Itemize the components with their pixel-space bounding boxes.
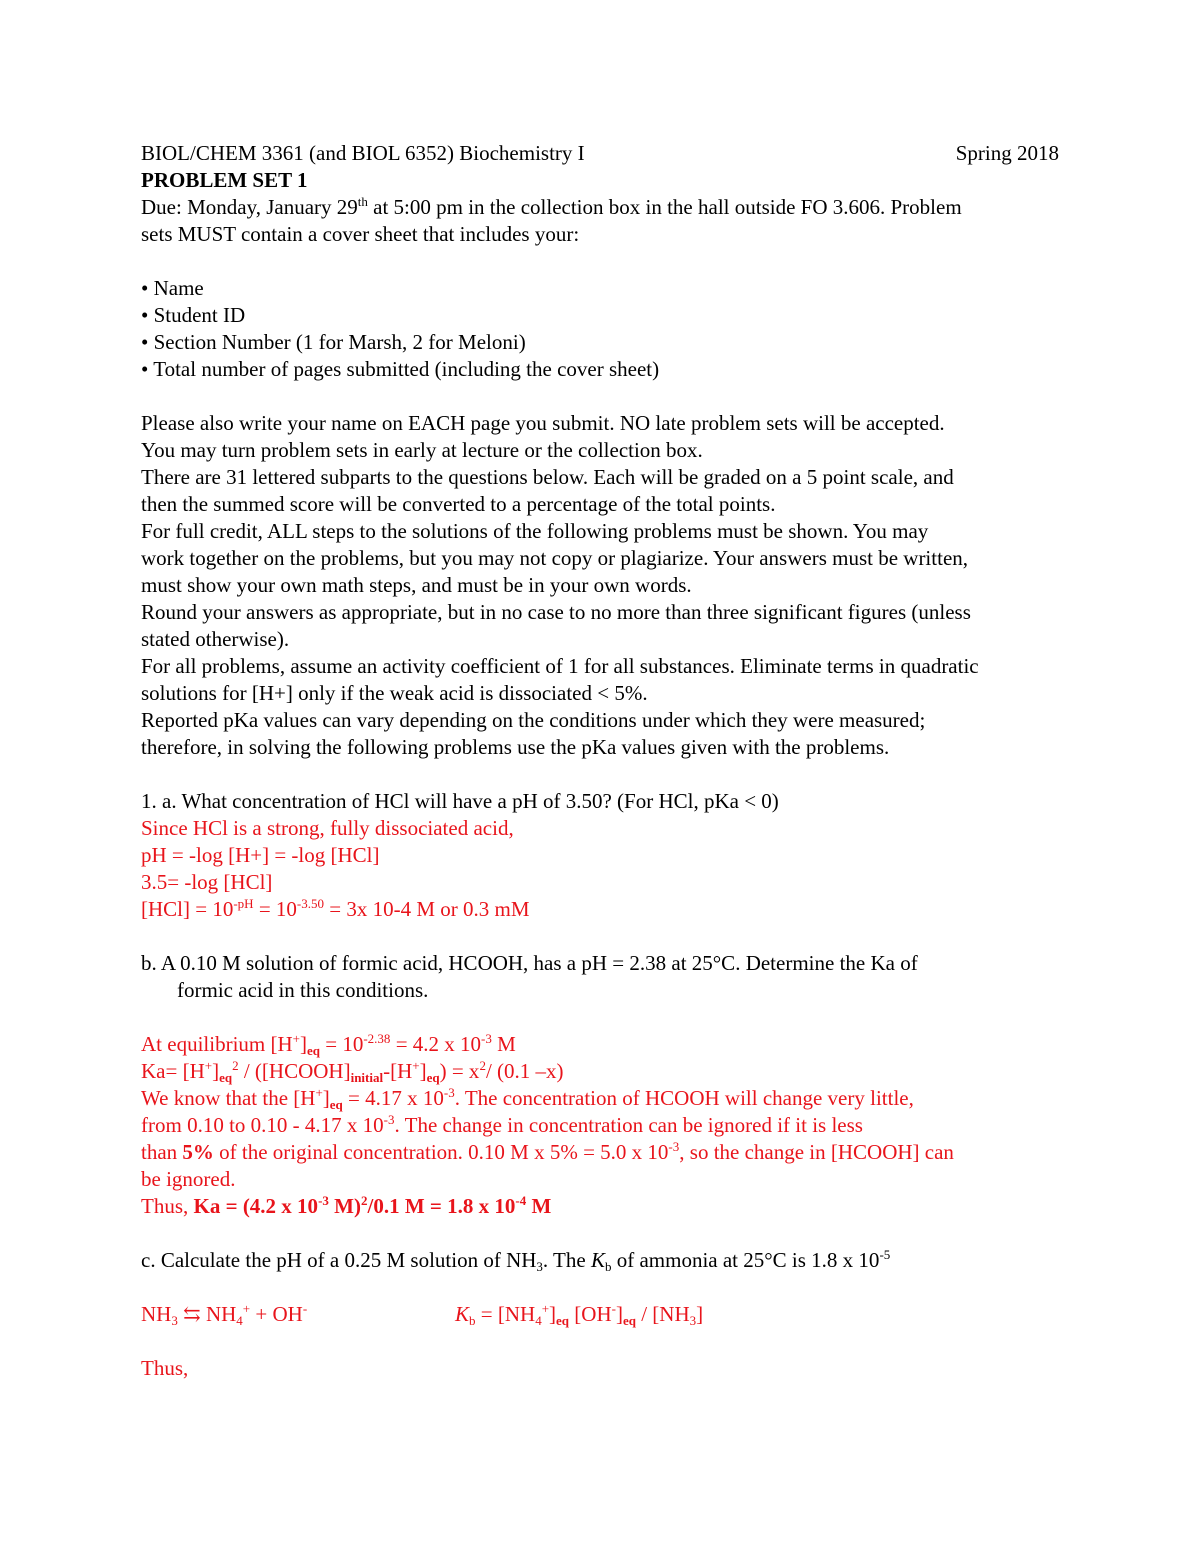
instruction-line: There are 31 lettered subparts to the questions below. Each will be graded on a 5 point scale, and	[141, 465, 954, 489]
answer-line: than 5% of the original concentration. 0.10 M x 5% = 5.0 x $10^{-3}$, so the change in [HCOOH] can	[141, 1139, 954, 1164]
question-1c: c. Calculate the pH of a 0.25 M solution of $NH_3$. The $K_b$ of ammonia at 25°C is 1.8 x $10^{-5}$	[141, 1247, 891, 1274]
instruction-line: then the summed score will be converted to a percentage of the total points.	[141, 492, 776, 516]
course-name: BIOL/CHEM 3361 (and BIOL 6352) Biochemistry I	[141, 141, 585, 165]
answer-line: 3.5= -log [HCl]	[141, 870, 273, 894]
instruction-line: solutions for [H+] only if the weak acid is dissociated < 5%.	[141, 681, 648, 705]
course-header	[141, 140, 1059, 167]
instruction-line: Please also write your name on EACH page you submit. NO late problem sets will be accepted.	[141, 411, 945, 435]
bullet-item: • Section Number (1 for Marsh, 2 for Meloni)	[141, 330, 526, 354]
answer-line: We know that the [H+]eq = 4.17 x $10^{-3}$. The concentration of HCOOH will change very little,	[141, 1085, 914, 1112]
question-1b-cont: formic acid in this conditions.	[177, 978, 429, 1002]
instruction-line: therefore, in solving the following problems use the pKa values given with the problems.	[141, 735, 890, 759]
bullet-item: • Total number of pages submitted (including the cover sheet)	[141, 357, 660, 381]
answer-line: At equilibrium $[H^+]eq = 10^{-2.38} = 4.2$ x $10^{-3}$ M	[141, 1031, 516, 1058]
instruction-line: stated otherwise).	[141, 627, 290, 651]
instruction-line: work together on the problems, but you may not copy or plagiarize. Your answers must be written,	[141, 546, 969, 570]
answer-result: Thus, Ka = (4.2 x $10^{-3}$ M)$^2$/0.1 M = 1.8 x $10^{-4}$ M	[141, 1193, 552, 1218]
instruction-line: You may turn problem sets in early at lecture or the collection box.	[141, 438, 703, 462]
term: Spring 2018	[955, 141, 1059, 165]
answer-line: Since HCl is a strong, fully dissociated acid,	[141, 816, 514, 840]
answer-line: $Ka= [H^+]eq^2$ / ([HCOOH]initial-[H+]eq) = $x^2/$ (0.1 –x)	[141, 1058, 564, 1085]
document-title: PROBLEM SET 1	[141, 168, 308, 192]
answer-line: be ignored.	[141, 1167, 236, 1191]
instruction-line: Round your answers as appropriate, but in no case to no more than three significant figures (unless	[141, 600, 971, 624]
instruction-line: For full credit, ALL steps to the solutions of the following problems must be shown. You may	[141, 519, 929, 543]
instruction-line: must show your own math steps, and must be in your own words.	[141, 573, 692, 597]
bullet-item: • Name	[141, 276, 204, 300]
question-1a: 1. a. What concentration of HCl will have a pH of 3.50? (For HCl, pKa < 0)	[141, 789, 779, 813]
answer-line: pH = -log [H+] = -log [HCl]	[141, 843, 380, 867]
instruction-line: For all problems, assume an activity coefficient of 1 for all substances. Eliminate terms in quadratic	[141, 654, 979, 678]
question-1b: b. A 0.10 M solution of formic acid, HCOOH, has a pH = 2.38 at 25°C. Determine the Ka of	[141, 951, 918, 975]
reaction-line: $NH_3$ ⇆ $NH_4^+ + OH^-$ $K_b = [NH_4^+]eq$ $[OH^-]eq / [NH_3]$	[141, 1301, 704, 1328]
due-line-2: sets MUST contain a cover sheet that includes your:	[141, 222, 580, 246]
answer-line: from 0.10 to 0.10 - 4.17 x $10^{-3}$. The change in concentration can be ignored if it is less	[141, 1112, 863, 1137]
answer-line: $[HCl] = 10^{-pH} = 10^{-3.50} = 3x$ 10-4 M or 0.3 mM	[141, 896, 530, 921]
bullet-item: • Student ID	[141, 303, 246, 327]
instruction-line: Reported pKa values can vary depending on the conditions under which they were measured;	[141, 708, 926, 732]
due-line: Due: Monday, January 29th at 5:00 pm in the collection box in the hall outside FO 3.606. Problem	[141, 194, 962, 219]
document-page	[141, 140, 1059, 1382]
answer-line: Thus,	[141, 1356, 189, 1380]
